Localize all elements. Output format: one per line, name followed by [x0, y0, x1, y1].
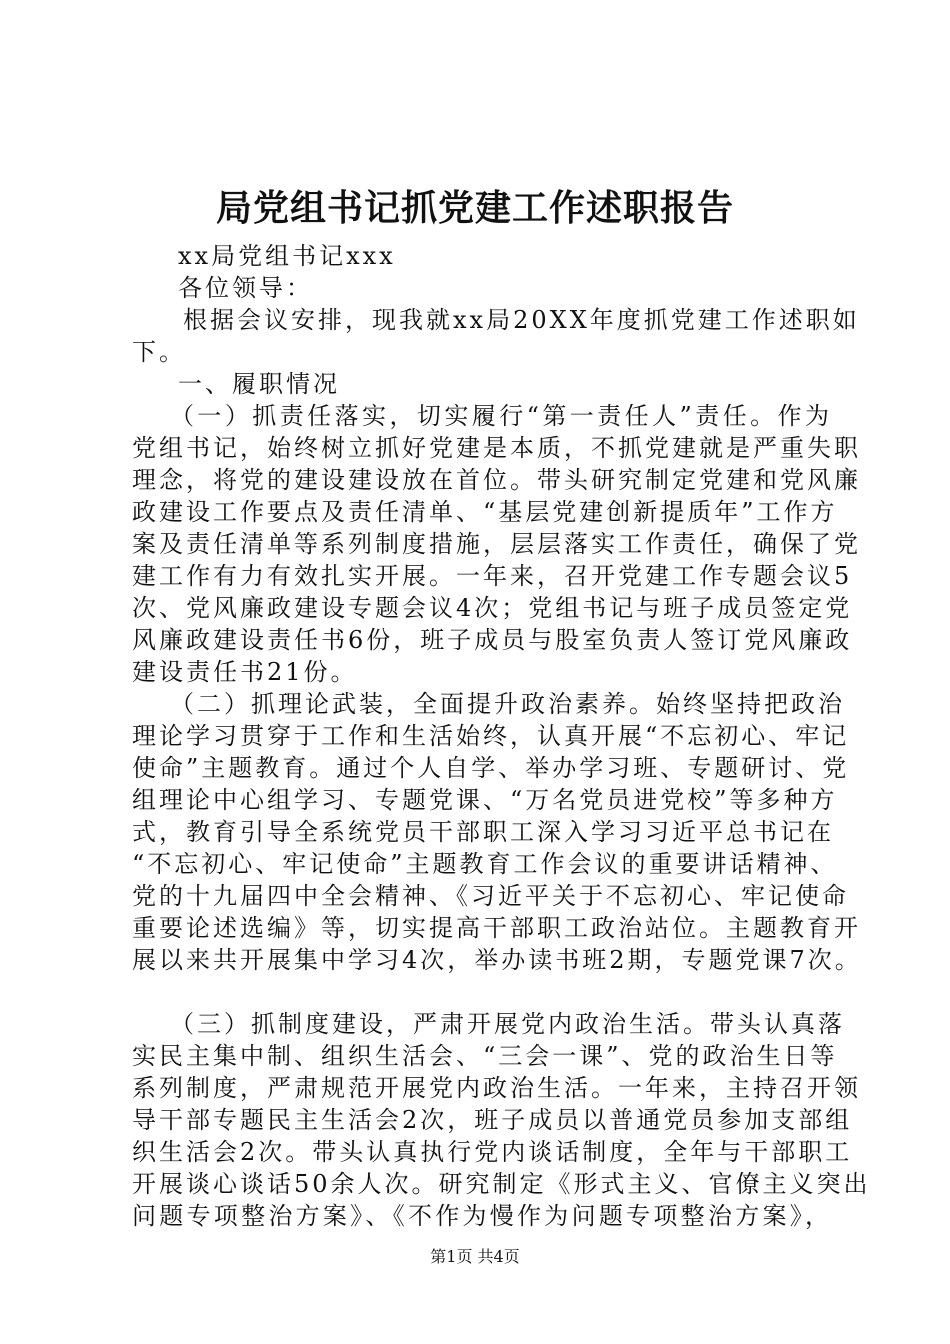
intro-line-2: 下。 — [132, 338, 186, 366]
paragraph-3-line-3: 系列制度，严肃规范开展党内政治生活。一年来，主持召开领 — [132, 1074, 861, 1102]
paragraph-1-line-8: 风廉政建设责任书6份，班子成员与股室负责人签订党风廉政 — [132, 626, 853, 654]
author-line: xx局党组书记xxx — [178, 242, 396, 270]
paragraph-2-line-9: 展以来共开展集中学习4次，举办读书班2期，专题党课7次。 — [132, 946, 862, 974]
paragraph-1-line-7: 次、党风廉政建设专题会议4次；党组书记与班子成员签定党 — [132, 594, 853, 622]
paragraph-3-line-5: 织生活会2次。带头认真执行党内谈话制度，全年与干部职工 — [132, 1138, 853, 1166]
paragraph-2-line-1: （二）抓理论武装，全面提升政治素养。始终坚持把政治 — [170, 690, 845, 718]
paragraph-2-line-8: 重要论述选编》等，切实提高干部职工政治站位。主题教育开 — [132, 914, 861, 942]
page-number-footer: 第1页 共4页 — [430, 1247, 520, 1266]
paragraph-1-line-3: 理念，将党的建设建设放在首位。带头研究制定党建和党风廉 — [132, 466, 861, 494]
paragraph-2-line-2: 理论学习贯穿于工作和生活始终，认真开展“不忘初心、牢记 — [132, 722, 850, 750]
document-title: 局党组书记抓党建工作述职报告 — [215, 187, 734, 229]
paragraph-1-line-4: 政建设工作要点及责任清单、“基层党建创新提质年”工作方 — [132, 498, 838, 526]
paragraph-3-line-4: 导干部专题民主生活会2次，班子成员以普通党员参加支部组 — [132, 1106, 853, 1134]
paragraph-2-line-7: 党的十九届四中全会精神、《习近平关于不忘初心、牢记使命 — [132, 882, 849, 910]
paragraph-2-line-6: “不忘初心、牢记使命”主题教育工作会议的重要讲话精神、 — [132, 850, 838, 878]
paragraph-1-line-6: 建工作有力有效扎实开展。一年来，召开党建工作专题会议5 — [132, 562, 853, 590]
paragraph-2-line-5: 式，教育引导全系统党员干部职工深入学习习近平总书记在 — [132, 818, 834, 846]
paragraph-3-line-2: 实民主集中制、组织生活会、“三会一课”、党的政治生日等 — [132, 1042, 838, 1070]
section-heading: 一、履职情况 — [178, 370, 340, 398]
paragraph-3-line-6: 开展谈心谈话50余人次。研究制定《形式主义、官僚主义突出 — [132, 1170, 871, 1198]
paragraph-3-line-1: （三）抓制度建设，严肃开展党内政治生活。带头认真落 — [170, 1010, 845, 1038]
intro-line-1: 根据会议安排，现我就xx局20XX年度抓党建工作述职如 — [183, 306, 860, 334]
paragraph-1-line-2: 党组书记，始终树立抓好党建是本质，不抓党建就是严重失职 — [132, 434, 861, 462]
paragraph-1-line-9: 建设责任书21份。 — [132, 658, 358, 686]
paragraph-1-line-1: （一）抓责任落实，切实履行“第一责任人”责任。作为 — [170, 402, 832, 430]
salutation-line: 各位领导： — [178, 274, 313, 302]
paragraph-2-line-3: 使命”主题教育。通过个人自学、举办学习班、专题研讨、党 — [132, 754, 850, 782]
paragraph-2-line-4: 组理论中心组学习、专题党课、“万名党员进党校”等多种方 — [132, 786, 838, 814]
paragraph-3-line-7: 问题专项整治方案》、《不作为慢作为问题专项整治方案》， — [132, 1202, 832, 1230]
paragraph-1-line-5: 案及责任清单等系列制度措施，层层落实工作责任，确保了党 — [132, 530, 861, 558]
